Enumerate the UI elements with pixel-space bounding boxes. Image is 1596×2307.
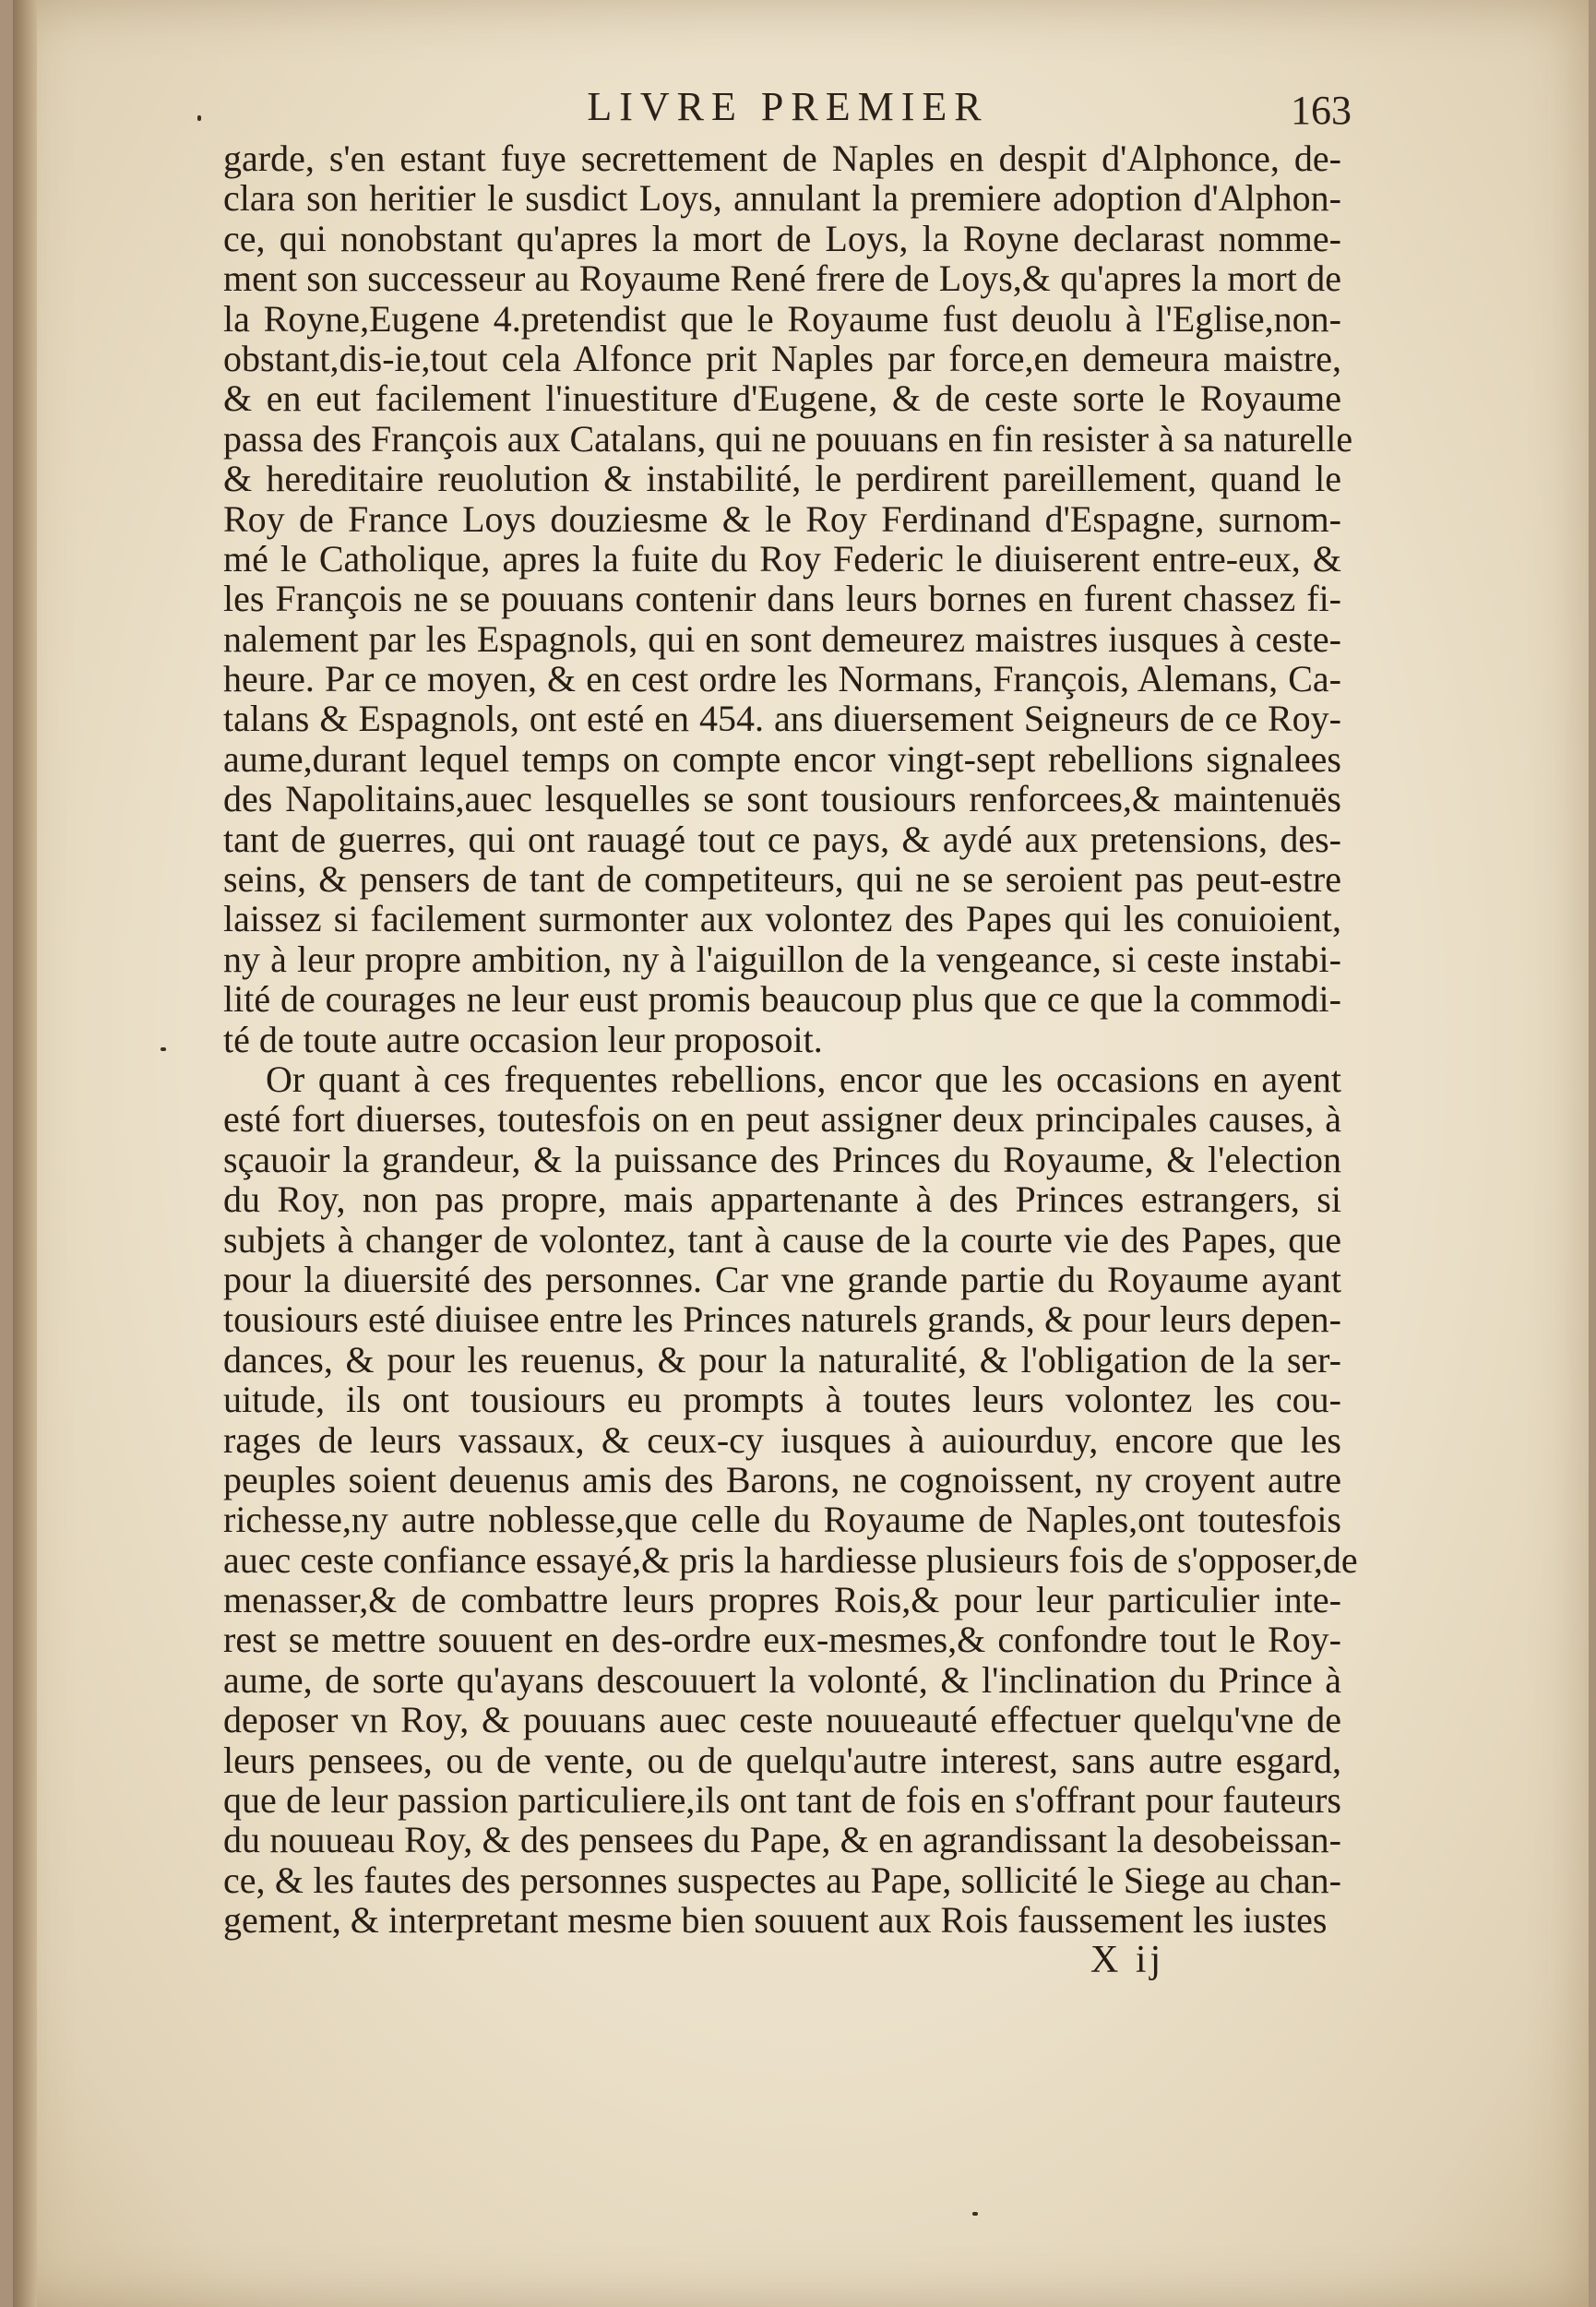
- text-line: clara son heritier le susdict Loys, annulant la premiere adoption d'Alphon-: [223, 177, 1341, 220]
- signature-mark: X ij: [1090, 1939, 1165, 1981]
- text-line: garde, s'en estant fuye secrettement de Naples en despit d'Alphonce, de-: [223, 137, 1341, 179]
- text-line: heure. Par ce moyen, & en cest ordre les Normans, François, Alemans, Ca-: [223, 658, 1341, 700]
- text-line: aume, de sorte qu'ayans descouuert la volonté, & l'inclination du Prince à: [223, 1658, 1341, 1701]
- text-line: leurs pensees, ou de vente, ou de quelqu'autre interest, sans autre esgard,: [223, 1739, 1341, 1781]
- text-line: ment son successeur au Royaume René frere de Loys,& qu'apres la mort de: [223, 257, 1341, 300]
- text-line: talans & Espagnols, ont esté en 454. ans diuersement Seigneurs de ce Roy-: [223, 698, 1341, 740]
- text-line: té de toute autre occasion leur proposoit.: [223, 1018, 823, 1060]
- text-line: tant de guerres, qui ont rauagé tout ce pays, & aydé aux pretensions, des-: [223, 818, 1341, 860]
- text-line: les François ne se pouuans contenir dans leurs bornes en furent chassez fi-: [223, 578, 1341, 620]
- text-line: nalement par les Espagnols, qui en sont demeurez maistres iusques à ceste-: [223, 617, 1341, 660]
- ink-speck: [197, 115, 201, 121]
- ink-speck: [972, 2212, 978, 2216]
- text-line: obstant,dis-ie,tout cela Alfonce prit Naples par force,en demeura maistre,: [223, 337, 1341, 379]
- text-line: menasser,& de combattre leurs propres Rois,& pour leur particulier inte-: [223, 1579, 1341, 1621]
- text-line: subjets à changer de volontez, tant à cause de la courte vie des Papes, que: [223, 1218, 1341, 1261]
- text-line: laissez si facilement surmonter aux volontez des Papes qui les conuioient,: [223, 898, 1341, 940]
- text-line: peuples soient deuenus amis des Barons, ne cognoissent, ny croyent autre: [223, 1458, 1341, 1500]
- book-page: [13, 0, 1589, 2307]
- body-text: [223, 137, 1358, 1942]
- text-line: deposer vn Roy, & pouuans auec ceste nouueauté effectuer quelqu'vne de: [223, 1699, 1341, 1741]
- text-line: Or quant à ces frequentes rebellions, encor que les occasions en ayent: [266, 1058, 1341, 1100]
- text-line: auec ceste confiance essayé,& pris la hardiesse plusieurs fois de s'opposer,de: [223, 1538, 1358, 1581]
- text-line: ny à leur propre ambition, ny à l'aiguillon de la vengeance, si ceste instabi-: [223, 938, 1341, 980]
- text-line: dances, & pour les reuenus, & pour la naturalité, & l'obligation de la ser-: [223, 1338, 1341, 1381]
- text-line: & hereditaire reuolution & instabilité, le perdirent pareillement, quand le: [223, 458, 1341, 500]
- text-line: sçauoir la grandeur, & la puissance des Princes du Royaume, & l'election: [223, 1138, 1341, 1180]
- text-line: que de leur passion particuliere,ils ont tant de fois en s'offrant pour fauteurs: [223, 1779, 1341, 1822]
- text-line: tousiours esté diuisee entre les Princes naturels grands, & pour leurs depen-: [223, 1298, 1341, 1341]
- page-number: 163: [1291, 88, 1352, 133]
- text-line: passa des François aux Catalans, qui ne pouuans en fin resister à sa naturelle: [223, 417, 1353, 460]
- text-line: lité de courages ne leur eust promis beaucoup plus que ce que la commodi-: [223, 978, 1341, 1021]
- text-line: des Napolitains,auec lesquelles se sont tousiours renforcees,& maintenuës: [223, 778, 1341, 820]
- text-line: la Royne,Eugene 4.pretendist que le Royaume fust deuolu à l'Eglise,non-: [223, 297, 1341, 340]
- text-line: du nouueau Roy, & des pensees du Pape, & en agrandissant la desobeissan-: [223, 1819, 1341, 1861]
- text-line: richesse,ny autre noblesse,que celle du Royaume de Naples,ont toutesfois: [223, 1499, 1341, 1541]
- text-line: gement, & interpretant mesme bien souuent aux Rois faussement les iustes: [223, 1899, 1328, 1942]
- running-head: LIVRE PREMIER: [587, 84, 989, 129]
- text-line: esté fort diuerses, toutesfois on en peut assigner deux principales causes, à: [223, 1098, 1341, 1141]
- text-line: rages de leurs vassaux, & ceux-cy iusques à auiourduy, encore que les: [223, 1418, 1341, 1461]
- ink-speck: [161, 1047, 166, 1051]
- text-line: mé le Catholique, apres la fuite du Roy Federic le diuiserent entre-eux, &: [223, 537, 1341, 580]
- text-line: ce, & les fautes des personnes suspectes au Pape, sollicité le Siege au chan-: [223, 1859, 1341, 1901]
- page-gutter-shadow: [13, 0, 37, 2307]
- text-line: du Roy, non pas propre, mais appartenante à des Princes estrangers, si: [223, 1178, 1341, 1221]
- text-line: seins, & pensers de tant de competiteurs, qui ne se seroient pas peut-estre: [223, 858, 1341, 901]
- text-line: aume,durant lequel temps on compte encor vingt-sept rebellions signalees: [223, 737, 1341, 780]
- text-line: pour la diuersité des personnes. Car vne grande partie du Royaume ayant: [223, 1258, 1341, 1300]
- text-line: Roy de France Loys douziesme & le Roy Ferdinand d'Espagne, surnom-: [223, 497, 1341, 540]
- text-line: & en eut facilement l'inuestiture d'Eugene, & de ceste sorte le Royaume: [223, 377, 1341, 420]
- text-line: rest se mettre souuent en des-ordre eux-mesmes,& confondre tout le Roy-: [223, 1619, 1341, 1661]
- text-line: uitude, ils ont tousiours eu prompts à toutes leurs volontez les cou-: [223, 1379, 1341, 1421]
- text-line: ce, qui nonobstant qu'apres la mort de Loys, la Royne declarast nomme-: [223, 217, 1341, 259]
